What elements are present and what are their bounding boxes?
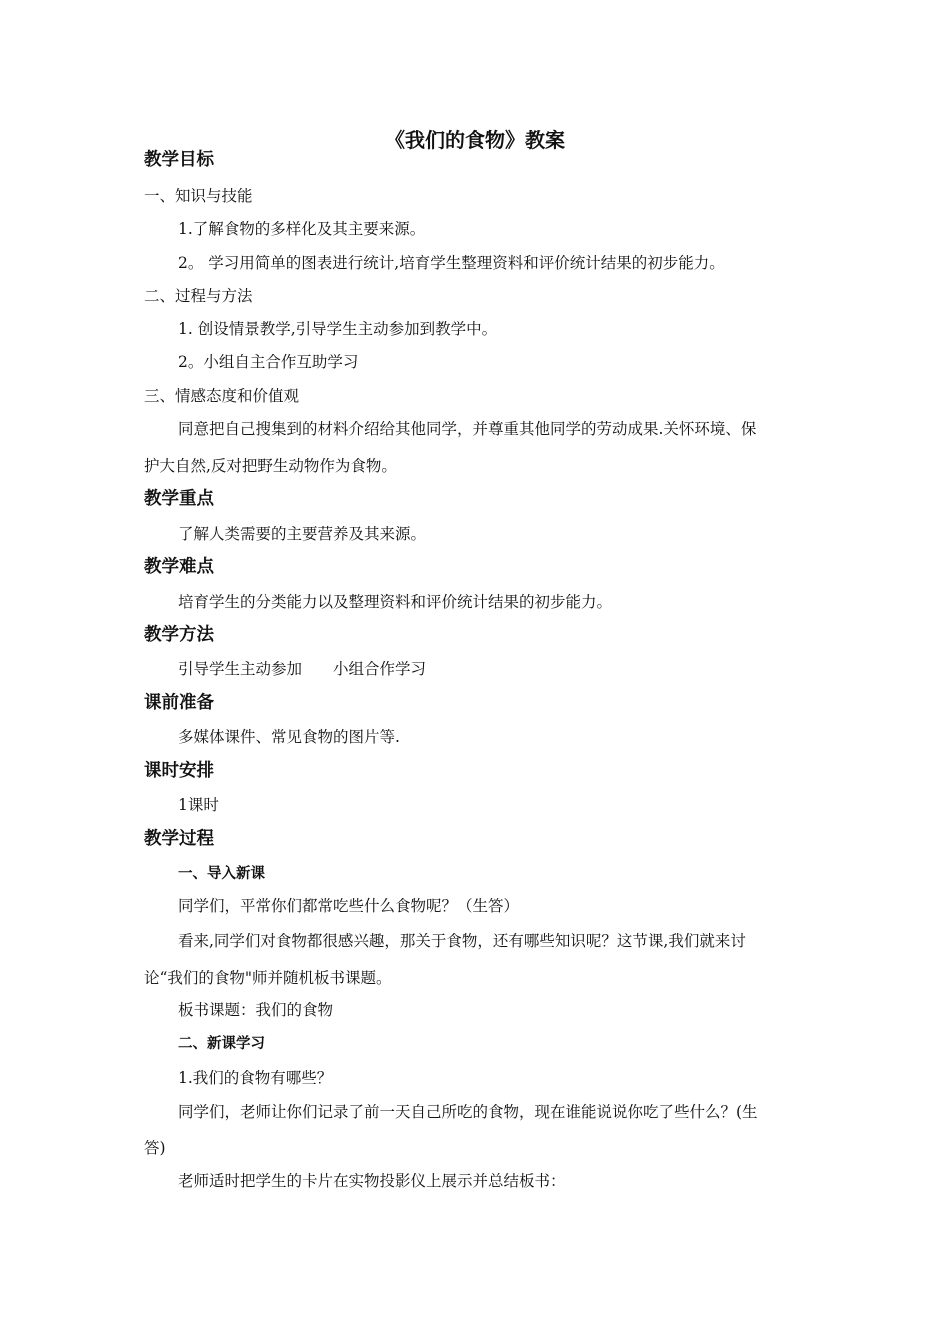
paragraph-line: 2。小组自主合作互助学习: [178, 353, 359, 371]
section-heading: 教学过程: [144, 829, 214, 849]
paragraph-line-continued: 答): [144, 1139, 166, 1157]
paragraph-line-continued: 护大自然,反对把野生动物作为食物。: [144, 457, 397, 475]
section-heading: 课前准备: [144, 693, 214, 713]
paragraph-line: 多媒体课件、常见食物的图片等.: [178, 728, 400, 746]
paragraph-line: 同学们，平常你们都常吃些什么食物呢？（生答）: [178, 897, 520, 915]
subsection-heading: 一、导入新课: [178, 866, 265, 882]
paragraph-line: 同学们，老师让你们记录了前一天自己所吃的食物，现在谁能说说你吃了些什么？(生: [178, 1103, 758, 1121]
paragraph-line-continued: 论“我们的食物"师并随机板书课题。: [144, 969, 392, 987]
paragraph-line: 2。 学习用简单的图表进行统计,培育学生整理资料和评价统计结果的初步能力。: [178, 254, 725, 272]
document-title: 《我们的食物》教案: [385, 128, 565, 152]
paragraph-line: 1.我们的食物有哪些？: [178, 1069, 333, 1087]
paragraph-line: 引导学生主动参加 小组合作学习: [178, 660, 427, 678]
subsection-heading: 二、新课学习: [178, 1036, 265, 1052]
paragraph-line: 板书课题：我们的食物: [178, 1001, 334, 1019]
paragraph-line: 1. 创设情景教学,引导学生主动参加到教学中。: [178, 320, 498, 338]
outline-item: 三、情感态度和价值观: [144, 387, 300, 405]
section-heading: 课时安排: [144, 761, 214, 781]
section-heading: 教学重点: [144, 489, 214, 509]
section-heading: 教学难点: [144, 557, 214, 577]
paragraph-line: 培育学生的分类能力以及整理资料和评价统计结果的初步能力。: [178, 593, 613, 611]
paragraph-line: 1课时: [178, 796, 219, 814]
outline-item: 一、知识与技能: [144, 187, 253, 205]
paragraph-line: 了解人类需要的主要营养及其来源。: [178, 525, 427, 543]
paragraph-line: 同意把自己搜集到的材料介绍给其他同学，并尊重其他同学的劳动成果.关怀环境、保: [178, 420, 757, 438]
paragraph-line: 老师适时把学生的卡片在实物投影仪上展示并总结板书：: [178, 1172, 566, 1190]
section-heading: 教学方法: [144, 625, 214, 645]
section-heading: 教学目标: [144, 150, 214, 170]
paragraph-line: 看来,同学们对食物都很感兴趣，那关于食物，还有哪些知识呢？这节课,我们就来讨: [178, 932, 746, 950]
outline-item: 二、过程与方法: [144, 287, 253, 305]
paragraph-line: 1.了解食物的多样化及其主要来源。: [178, 220, 426, 238]
